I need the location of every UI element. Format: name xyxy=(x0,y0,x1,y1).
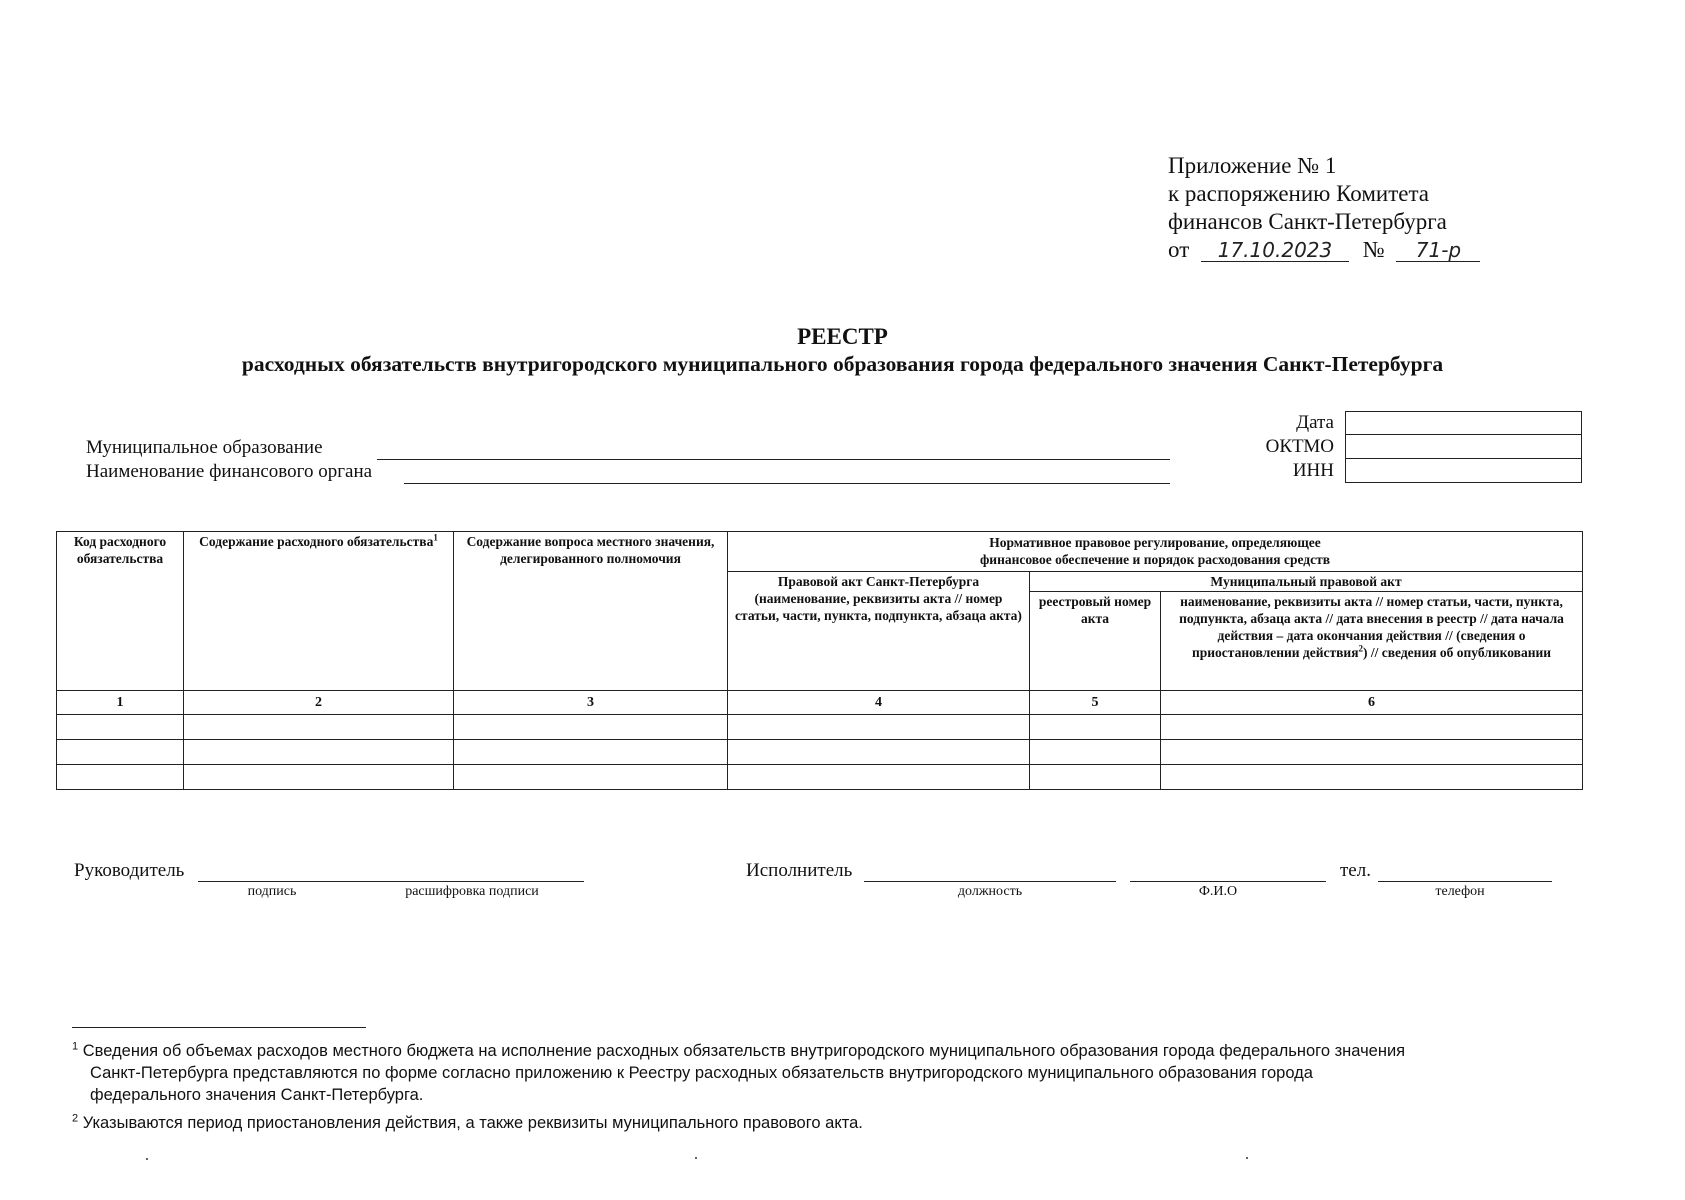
header-spb-act-title: Правовой акт Санкт-Петербурга xyxy=(777,574,980,589)
footnote-2-text: Указываются период приостановления действия, а также реквизиты муниципального правового акта. xyxy=(82,1114,863,1132)
phone-caption: телефон xyxy=(1435,884,1485,899)
appendix-line-1: Приложение № 1 xyxy=(1168,153,1337,178)
table-cell[interactable] xyxy=(57,765,184,790)
head-label: Руководитель xyxy=(74,860,185,881)
footnote-2-mark: 2 xyxy=(72,1112,79,1125)
oktmo-code-label: ОКТМО xyxy=(1265,436,1334,457)
table-cell[interactable] xyxy=(184,740,454,765)
finance-body-label: Наименование финансового органа xyxy=(86,461,373,482)
footnote-1-text-1: Сведения об объемах расходов местного бюджета на исполнение расходных обязательств внутригородского муниципального образования города федерального значения xyxy=(82,1042,1406,1060)
table-cell[interactable] xyxy=(57,715,184,740)
table-cell[interactable] xyxy=(454,765,728,790)
header-regulation-group xyxy=(728,532,1583,572)
appendix-line-3: финансов Санкт-Петербурга xyxy=(1168,209,1447,234)
footnote-1 xyxy=(72,1040,1572,1106)
footnote-ref-1: 1 xyxy=(433,532,438,543)
header-expense-code: Код расходного обязательства xyxy=(57,532,184,691)
header-municipal-details-a: наименование, реквизиты акта // номер статьи, части, пункта, подпункта, абзаца акта // дата внесения в реестр // дата начала действия – дата окончания действия // (сведения о приостановлении действия xyxy=(1179,594,1564,660)
table-cell[interactable] xyxy=(728,740,1030,765)
phone-line[interactable] xyxy=(1378,881,1552,882)
column-number: 6 xyxy=(1161,691,1583,715)
table-cell[interactable] xyxy=(728,765,1030,790)
registry-table xyxy=(56,531,1583,790)
footnote-1-line-1 xyxy=(72,1040,1572,1062)
table-cell[interactable] xyxy=(1161,715,1583,740)
table-row xyxy=(57,740,1583,765)
header-registry-number: реестровый номер акта xyxy=(1030,592,1161,691)
scan-speck xyxy=(1246,1157,1248,1159)
table-cell[interactable] xyxy=(1030,740,1161,765)
municipality-field[interactable] xyxy=(377,459,1170,460)
table-cell[interactable] xyxy=(57,740,184,765)
column-number: 5 xyxy=(1030,691,1161,715)
header-municipal-act: Муниципальный правовой акт xyxy=(1030,572,1583,592)
column-number: 2 xyxy=(184,691,454,715)
municipality-label: Муниципальное образование xyxy=(86,437,323,458)
header-regulation-line1: Нормативное правовое регулирование, определяющее xyxy=(989,535,1321,550)
oktmo-code-box[interactable] xyxy=(1345,434,1582,459)
head-signature-line[interactable] xyxy=(198,881,584,882)
table-cell[interactable] xyxy=(454,715,728,740)
order-number-field: 71-р xyxy=(1396,239,1480,262)
header-obligation-text: Содержание расходного обязательства xyxy=(199,534,434,549)
head-caption-decoding: расшифровка подписи xyxy=(405,884,539,899)
header-municipal-details xyxy=(1161,592,1583,691)
number-label: № xyxy=(1362,237,1385,262)
table-row xyxy=(57,765,1583,790)
column-number-row xyxy=(57,691,1583,715)
header-obligation-content xyxy=(184,532,454,691)
header-spb-act xyxy=(728,572,1030,691)
table-cell[interactable] xyxy=(1030,765,1161,790)
head-caption-signature: подпись xyxy=(247,884,297,899)
footnote-1-mark: 1 xyxy=(72,1040,79,1053)
executor-position-line[interactable] xyxy=(864,881,1116,882)
phone-label: тел. xyxy=(1340,860,1371,881)
column-number: 4 xyxy=(728,691,1030,715)
page-subtitle: расходных обязательств внутригородского муниципального образования города федерального значения Санкт-Петербурга xyxy=(241,352,1444,376)
column-number: 1 xyxy=(57,691,184,715)
inn-code-box[interactable] xyxy=(1345,458,1582,483)
table-cell[interactable] xyxy=(1030,715,1161,740)
column-number: 3 xyxy=(454,691,728,715)
executor-caption-position: должность xyxy=(957,884,1023,899)
table-cell[interactable] xyxy=(1161,740,1583,765)
from-label: от xyxy=(1168,237,1190,262)
scan-speck xyxy=(146,1158,148,1160)
appendix-line-2: к распоряжению Комитета xyxy=(1168,181,1429,206)
table-cell[interactable] xyxy=(184,715,454,740)
header-local-issue: Содержание вопроса местного значения, делегированного полномочия xyxy=(454,532,728,691)
table-cell[interactable] xyxy=(454,740,728,765)
executor-name-line[interactable] xyxy=(1130,881,1326,882)
header-regulation-line2: финансовое обеспечение и порядок расходования средств xyxy=(979,552,1331,567)
footnote-1-line-3: федерального значения Санкт-Петербурга. xyxy=(90,1086,424,1104)
footnote-2 xyxy=(72,1112,1572,1134)
date-code-label: Дата xyxy=(1296,412,1334,433)
header-municipal-details-b: ) // сведения об опубликовании xyxy=(1363,645,1552,660)
finance-body-field[interactable] xyxy=(404,483,1170,484)
footnote-divider xyxy=(72,1027,366,1028)
scan-speck xyxy=(695,1157,697,1159)
table-cell[interactable] xyxy=(728,715,1030,740)
table-row xyxy=(57,715,1583,740)
executor-caption-name: Ф.И.О xyxy=(1198,884,1238,899)
order-date-field: 17.10.2023 xyxy=(1201,239,1349,262)
table-cell[interactable] xyxy=(1161,765,1583,790)
footnote-1-line-2: Санкт-Петербурга представляются по форме согласно приложению к Реестру расходных обязательств внутригородского муниципального образования города xyxy=(90,1064,1313,1082)
footnote-ref-2: 2 xyxy=(1358,643,1363,654)
appendix-block xyxy=(1168,152,1480,264)
executor-label: Исполнитель xyxy=(746,860,853,881)
appendix-line-4 xyxy=(1168,236,1480,264)
page-title: РЕЕСТР xyxy=(797,324,888,349)
header-spb-act-desc: (наименование, реквизиты акта // номер статьи, части, пункта, подпункта, абзаца акта) xyxy=(735,591,1022,623)
table-cell[interactable] xyxy=(184,765,454,790)
inn-code-label: ИНН xyxy=(1292,460,1334,481)
date-code-box[interactable] xyxy=(1345,411,1582,436)
